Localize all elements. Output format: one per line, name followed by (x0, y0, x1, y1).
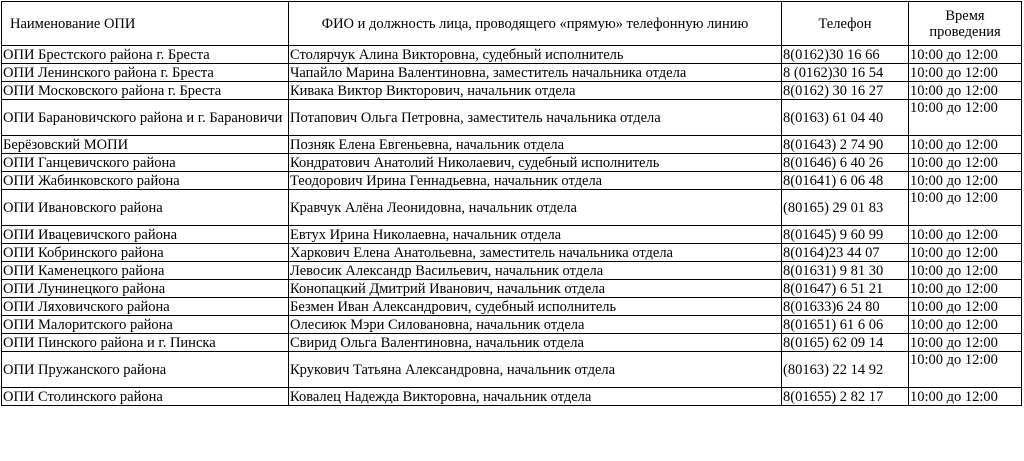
cell-phone: 8(01641) 6 06 48 (782, 172, 909, 190)
cell-person: Теодорович Ирина Геннадьевна, начальник отдела (289, 172, 782, 190)
phone-line-table (1, 1, 1022, 406)
cell-person: Столярчук Алина Викторовна, судебный исполнитель (289, 46, 782, 64)
cell-phone: 8(01631) 9 81 30 (782, 262, 909, 280)
cell-opi: ОПИ Ганцевичского района (2, 154, 289, 172)
cell-time: 10:00 до 12:00 (909, 136, 1022, 154)
table-row (2, 100, 1022, 136)
cell-time: 10:00 до 12:00 (909, 244, 1022, 262)
cell-phone: 8(01645) 9 60 99 (782, 226, 909, 244)
cell-opi: ОПИ Московского района г. Бреста (2, 82, 289, 100)
cell-time: 10:00 до 12:00 (909, 298, 1022, 316)
cell-phone: 8(0165) 62 09 14 (782, 334, 909, 352)
cell-phone: (80165) 29 01 83 (782, 190, 909, 226)
table-row (2, 316, 1022, 334)
cell-person: Безмен Иван Александрович, судебный исполнитель (289, 298, 782, 316)
cell-phone: 8(0164)23 44 07 (782, 244, 909, 262)
table-row (2, 280, 1022, 298)
table-row (2, 46, 1022, 64)
table-header-row (2, 2, 1022, 46)
cell-person: Кондратович Анатолий Николаевич, судебный исполнитель (289, 154, 782, 172)
cell-phone: 8(01633)6 24 80 (782, 298, 909, 316)
cell-phone: 8(0162)30 16 66 (782, 46, 909, 64)
header-time: Время проведения (909, 2, 1022, 46)
table-row (2, 190, 1022, 226)
cell-phone: 8(01646) 6 40 26 (782, 154, 909, 172)
table-row (2, 244, 1022, 262)
table-row (2, 298, 1022, 316)
cell-phone: (80163) 22 14 92 (782, 352, 909, 388)
cell-person: Потапович Ольга Петровна, заместитель начальника отдела (289, 100, 782, 136)
cell-person: Харкович Елена Анатольевна, заместитель начальника отдела (289, 244, 782, 262)
cell-person: Свирид Ольга Валентиновна, начальник отдела (289, 334, 782, 352)
cell-opi: ОПИ Кобринского района (2, 244, 289, 262)
table-row (2, 262, 1022, 280)
cell-time: 10:00 до 12:00 (909, 352, 1022, 388)
table-row (2, 226, 1022, 244)
cell-person: Крукович Татьяна Александровна, начальник отдела (289, 352, 782, 388)
cell-time: 10:00 до 12:00 (909, 190, 1022, 226)
cell-time: 10:00 до 12:00 (909, 226, 1022, 244)
header-opi: Наименование ОПИ (2, 2, 289, 46)
cell-phone: 8(0163) 61 04 40 (782, 100, 909, 136)
table-row (2, 154, 1022, 172)
table-row (2, 172, 1022, 190)
cell-phone: 8(01643) 2 74 90 (782, 136, 909, 154)
cell-time: 10:00 до 12:00 (909, 316, 1022, 334)
cell-opi: ОПИ Пинского района и г. Пинска (2, 334, 289, 352)
cell-person: Чапайло Марина Валентиновна, заместитель начальника отдела (289, 64, 782, 82)
cell-phone: 8(01647) 6 51 21 (782, 280, 909, 298)
cell-opi: ОПИ Ляховичского района (2, 298, 289, 316)
cell-person: Олесиюк Мэри Силовановна, начальник отдела (289, 316, 782, 334)
cell-time: 10:00 до 12:00 (909, 262, 1022, 280)
cell-person: Евтух Ирина Николаевна, начальник отдела (289, 226, 782, 244)
cell-opi: ОПИ Ивановского района (2, 190, 289, 226)
cell-person: Левосик Александр Васильевич, начальник отдела (289, 262, 782, 280)
cell-person: Позняк Елена Евгеньевна, начальник отдела (289, 136, 782, 154)
cell-phone: 8 (0162)30 16 54 (782, 64, 909, 82)
cell-opi: ОПИ Лунинецкого района (2, 280, 289, 298)
cell-time: 10:00 до 12:00 (909, 154, 1022, 172)
cell-person: Кравчук Алёна Леонидовна, начальник отдела (289, 190, 782, 226)
cell-opi: ОПИ Брестского района г. Бреста (2, 46, 289, 64)
cell-time: 10:00 до 12:00 (909, 334, 1022, 352)
cell-opi: ОПИ Малоритского района (2, 316, 289, 334)
table-row (2, 136, 1022, 154)
cell-opi: ОПИ Столинского района (2, 388, 289, 406)
cell-person: Ковалец Надежда Викторовна, начальник отдела (289, 388, 782, 406)
table-row (2, 334, 1022, 352)
cell-opi: ОПИ Ленинского района г. Бреста (2, 64, 289, 82)
cell-person: Кивака Виктор Викторович, начальник отдела (289, 82, 782, 100)
table-row (2, 82, 1022, 100)
cell-time: 10:00 до 12:00 (909, 82, 1022, 100)
table-row (2, 388, 1022, 406)
cell-opi: ОПИ Ивацевичского района (2, 226, 289, 244)
header-person: ФИО и должность лица, проводящего «прямую» телефонную линию (289, 2, 782, 46)
cell-opi: ОПИ Пружанского района (2, 352, 289, 388)
cell-time: 10:00 до 12:00 (909, 280, 1022, 298)
table-row (2, 64, 1022, 82)
cell-opi: Берёзовский МОПИ (2, 136, 289, 154)
cell-phone: 8(01651) 61 6 06 (782, 316, 909, 334)
cell-time: 10:00 до 12:00 (909, 388, 1022, 406)
cell-time: 10:00 до 12:00 (909, 46, 1022, 64)
header-phone: Телефон (782, 2, 909, 46)
cell-person: Конопацкий Дмитрий Иванович, начальник отдела (289, 280, 782, 298)
table-row (2, 352, 1022, 388)
cell-time: 10:00 до 12:00 (909, 64, 1022, 82)
cell-phone: 8(0162) 30 16 27 (782, 82, 909, 100)
cell-phone: 8(01655) 2 82 17 (782, 388, 909, 406)
cell-time: 10:00 до 12:00 (909, 172, 1022, 190)
cell-opi: ОПИ Барановичского района и г. Барановичи (2, 100, 289, 136)
cell-opi: ОПИ Каменецкого района (2, 262, 289, 280)
cell-opi: ОПИ Жабинковского района (2, 172, 289, 190)
cell-time: 10:00 до 12:00 (909, 100, 1022, 136)
